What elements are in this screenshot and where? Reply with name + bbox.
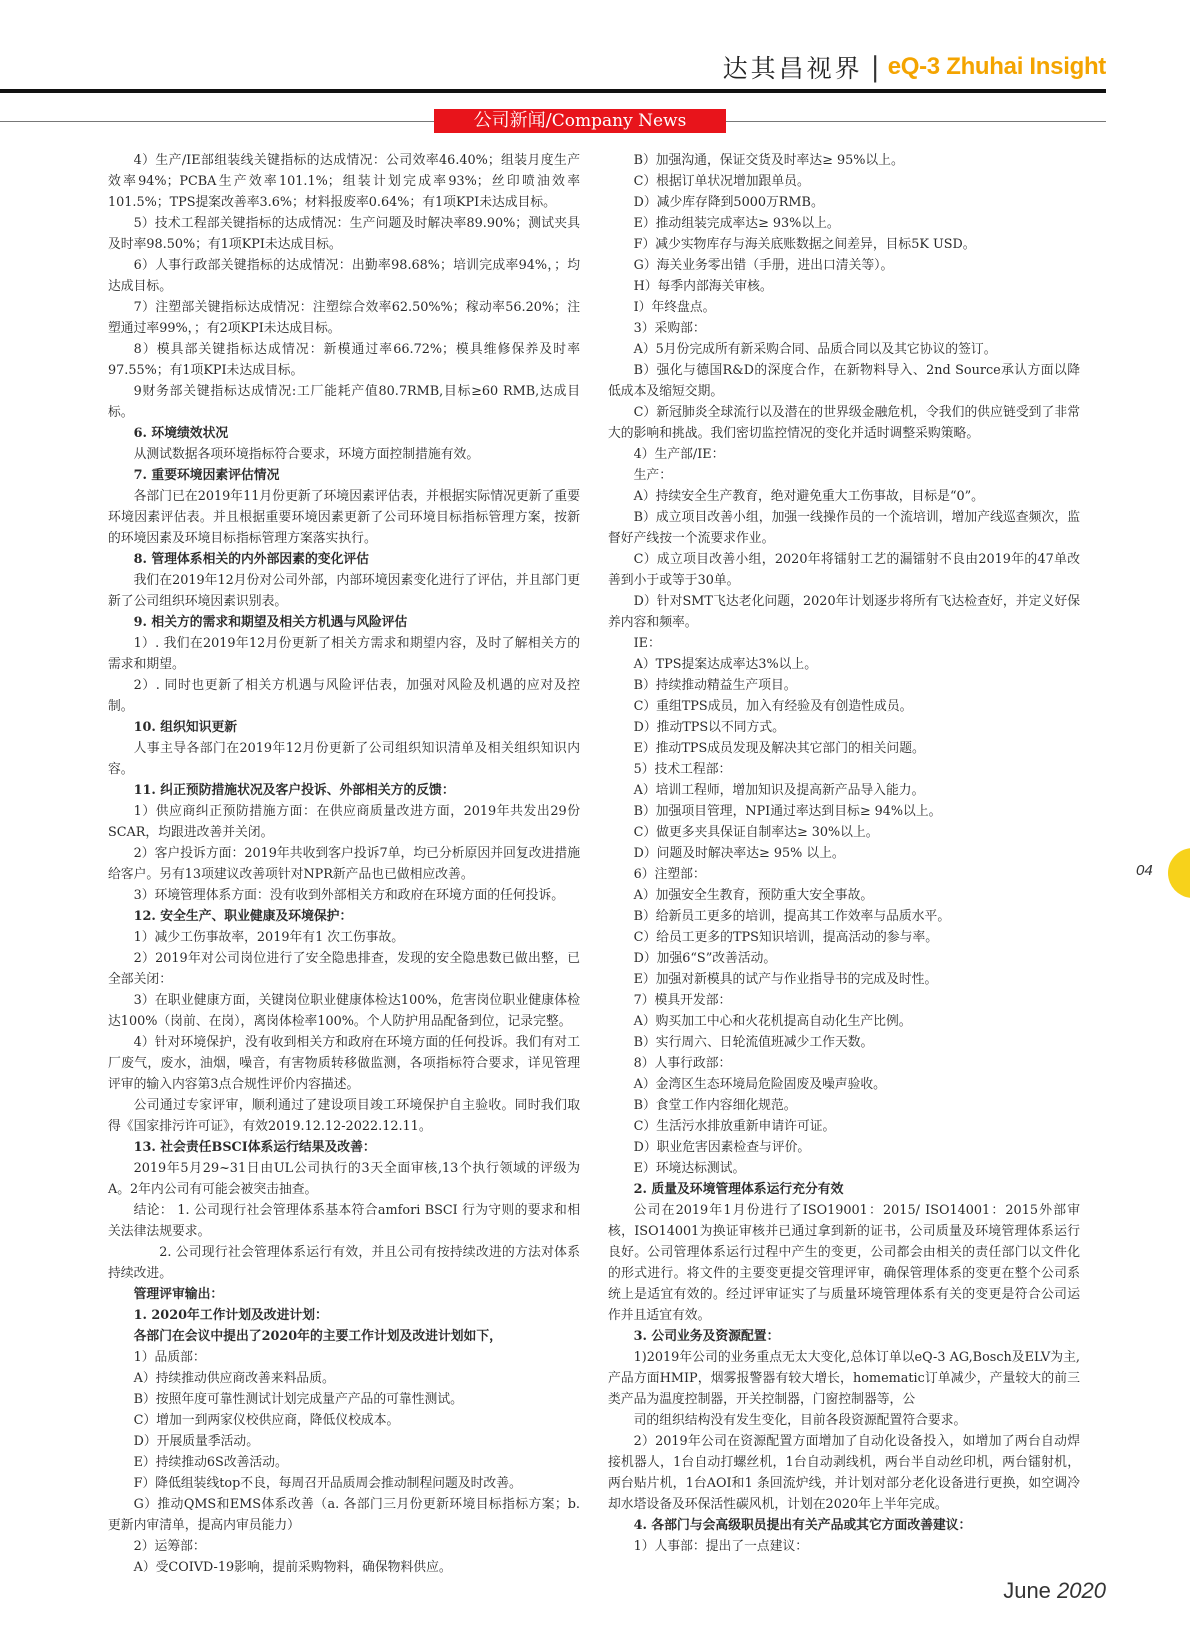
article-column-right [608, 150, 1080, 1557]
paragraph: 1）人事部：提出了一点建议： [633, 1539, 809, 1554]
paragraph: 4）生产部/IE： [633, 447, 725, 462]
section-heading: 11. 纠正预防措施状况及客户投诉、外部相关方的反馈： [133, 783, 455, 798]
paragraph: 2）2019年对公司岗位进行了安全隐患排查，发现的安全隐患数已做出整，已全部关闭： [108, 951, 580, 987]
masthead-separator: | [870, 51, 880, 83]
paragraph: E）推动组装完成率达≥ 93%以上。 [633, 216, 840, 231]
paragraph: D）针对SMT飞达老化问题，2020年计划逐步将所有飞达检查好，并定义好保养内容和频率。 [608, 594, 1080, 630]
section-title-en: Company News [551, 111, 687, 131]
paragraph: A）加强安全生教育，预防重大安全事故。 [633, 888, 874, 903]
paragraph: G）海关业务零出错（手册，进出口清关等）。 [633, 258, 894, 273]
paragraph: A）持续推动供应商改善来料品质。 [133, 1371, 335, 1386]
paragraph: 生产： [633, 468, 672, 483]
paragraph: 7）模具开发部： [633, 993, 732, 1008]
paragraph: 8）人事行政部： [633, 1056, 732, 1071]
paragraph: E）环境达标测试。 [633, 1161, 746, 1176]
paragraph: 1）. 我们在2019年12月份更新了相关方需求和期望内容，及时了解相关方的需求和期望。 [108, 636, 580, 672]
paragraph: E）持续推动6S改善活动。 [133, 1455, 288, 1470]
paragraph: 2）. 同时也更新了相关方机遇与风险评估表，加强对风险及机遇的应对及控制。 [108, 678, 580, 714]
paragraph: 6）注塑部： [633, 867, 706, 882]
article-column-left [108, 150, 580, 1578]
paragraph: D）问题及时解决率达≥ 95% 以上。 [633, 846, 845, 861]
paragraph: B）成立项目改善小组，加强一线操作员的一个流培训，增加产线巡查频次，监督好产线按一个流要求作业。 [608, 510, 1080, 546]
paragraph: A）受COIVD-19影响，提前采购物料，确保物料供应。 [133, 1560, 452, 1575]
paragraph: G）推动QMS和EMS体系改善（a. 各部门三月份更新环境目标指标方案；b. 更新内审清单，提高内审员能力） [108, 1497, 580, 1533]
paragraph: 3）环境管理体系方面：没有收到外部相关方和政府在环境方面的任何投诉。 [133, 888, 565, 903]
issue-year: 2020 [1057, 1578, 1106, 1603]
paragraph: C）给员工更多的TPS知识培训，提高活动的参与率。 [633, 930, 939, 945]
page-number: 04 [1136, 862, 1153, 879]
masthead-title-en: eQ-3 Zhuhai Insight [887, 53, 1106, 80]
paragraph: D）开展质量季活动。 [133, 1434, 260, 1449]
paragraph: B）加强项目管理，NPI通过率达到目标≥ 94%以上。 [633, 804, 942, 819]
paragraph: 6）人事行政部关键指标的达成情况：出勤率98.68%；培训完成率94%，；均达成目标。 [108, 258, 580, 294]
paragraph: 1）供应商纠正预防措施方面：在供应商质量改进方面，2019年共发出29份SCAR，均跟进改善并关闭。 [108, 804, 580, 840]
paragraph: 从测试数据各项环境指标符合要求，环境方面控制措施有效。 [133, 447, 480, 462]
issue-date [1003, 1578, 1106, 1604]
paragraph: C）重组TPS成员，加入有经验及有创造性成员。 [633, 699, 913, 714]
section-heading: 4. 各部门与会高级职员提出有关产品或其它方面改善建议： [633, 1518, 972, 1533]
paragraph: D）减少库存降到5000万RMB。 [633, 195, 824, 210]
paragraph: B）按照年度可靠性测试计划完成量产产品的可靠性测试。 [133, 1392, 463, 1407]
paragraph: 1）品质部： [133, 1350, 206, 1365]
section-heading: 1. 2020年工作计划及改进计划： [133, 1308, 328, 1323]
paragraph: 1)2019年公司的业务重点无太大变化,总体订单以eQ-3 AG,Bosch及ELV为主,产品方面HMIP，烟雾报警器有较大增长，homematic订单减少，产量较大的前三类产品为温度控制器，开关控制器，门窗控制器等，公 [608, 1350, 1080, 1407]
paragraph: A）购买加工中心和火花机提高自动化生产比例。 [633, 1014, 912, 1029]
page-tab-marker [1168, 848, 1190, 898]
paragraph: 3）采购部： [633, 321, 706, 336]
paragraph: C）根据订单状况增加跟单员。 [633, 174, 810, 189]
paragraph: A）5月份完成所有新采购合同、品质合同以及其它协议的签订。 [633, 342, 997, 357]
paragraph: A）培训工程师，增加知识及提高新产品导入能力。 [633, 783, 925, 798]
paragraph: 2019年5月29~31日由UL公司执行的3天全面审核,13个执行领域的评级为A。2年内公司有可能会被突击抽查。 [108, 1161, 580, 1197]
paragraph: D）推动TPS以不同方式。 [633, 720, 785, 735]
paragraph: 3）在职业健康方面，关键岗位职业健康体检达100%，危害岗位职业健康体检达100%（岗前、在岗），离岗体检率100%。个人防护用品配备到位，记录完整。 [108, 993, 580, 1029]
paragraph: C）新冠肺炎全球流行以及潜在的世界级金融危机，令我们的供应链受到了非常大的影响和挑战。我们密切监控情况的变化并适时调整采购策略。 [608, 405, 1080, 441]
paragraph: 公司通过专家评审，顺利通过了建设项目竣工环境保护自主验收。同时我们取得《国家排污许可证》，有效2019.12.12-2022.12.11。 [108, 1098, 580, 1134]
header-rule-thick [0, 89, 1106, 93]
paragraph: 2）2019年公司在资源配置方面增加了自动化设备投入，如增加了两台自动焊接机器人，1台自动打螺丝机，1台自动剥线机，两台半自动丝印机，两台镭射机，两台贴片机，1台AOI和1 条回流炉线，并计划对部分老化设备进行更换，如空调冷却水塔设备及环保活性碳风机，计划在2020年上半年完成。 [608, 1434, 1080, 1512]
paragraph: 9财务部关键指标达成情况:工厂能耗产值80.7RMB,目标≥60 RMB,达成目标。 [108, 384, 580, 420]
section-heading: 管理评审输出： [133, 1287, 224, 1302]
paragraph: 4）生产/IE部组装线关键指标的达成情况：公司效率46.40%；组装月度生产效率94%；PCBA生产效率101.1%；组装计划完成率93%；丝印喷油效率101.5%；TPS提案改善率3.6%；材料报废率0.64%；有1项KPI未达成目标。 [108, 153, 580, 210]
paragraph: D）职业危害因素检查与评价。 [633, 1140, 811, 1155]
paragraph: 5）技术工程部关键指标的达成情况：生产问题及时解决率89.90%；测试夹具及时率98.50%；有1项KPI未达成目标。 [108, 216, 580, 252]
section-heading: 7. 重要环境因素评估情况 [133, 468, 280, 483]
issue-month: June [1003, 1578, 1051, 1603]
paragraph: B）食堂工作内容细化规范。 [633, 1098, 797, 1113]
paragraph: 结论： 1. 公司现行社会管理体系基本符合amfori BSCI 行为守则的要求和相关法律法规要求。 [108, 1203, 580, 1239]
section-heading: 10. 组织知识更新 [133, 720, 238, 735]
paragraph: IE： [633, 636, 661, 651]
paragraph: B）加强沟通，保证交货及时率达≥ 95%以上。 [633, 153, 904, 168]
paragraph: D）加强6“S”改善活动。 [633, 951, 777, 966]
paragraph: B）持续推动精益生产项目。 [633, 678, 797, 693]
paragraph: 人事主导各部门在2019年12月份更新了公司组织知识清单及相关组织知识内容。 [108, 741, 580, 777]
paragraph: A）金湾区生态环境局危险固废及噪声验收。 [633, 1077, 886, 1092]
paragraph: I）年终盘点。 [633, 300, 716, 315]
paragraph: 公司在2019年1月份进行了ISO19001：2015/ ISO14001：2015外部审核，ISO14001为换证审核并已通过拿到新的证书，公司质量及环境管理体系运行良好。公司管理体系运行过程中产生的变更，公司都会由相关的责任部门以文件化的形式进行。将文件的主要变更提交管理评审，确保管理体系的变更在整个公司系统上是适宜有效的。经过评审证实了与质量环境管理体系有关的变更是符合公司运作并且适宜有效。 [608, 1203, 1080, 1323]
paragraph: H）每季内部海关审核。 [633, 279, 773, 294]
paragraph: 7）注塑部关键指标达成情况：注塑综合效率62.50%%；稼动率56.20%；注塑通过率99%，；有2项KPI未达成目标。 [108, 300, 580, 336]
section-title-cn: 公司新闻 [473, 110, 546, 131]
paragraph: 8）模具部关键指标达成情况：新模通过率66.72%；模具维修保养及时率97.55%；有1项KPI未达成目标。 [108, 342, 580, 378]
section-heading: 2. 质量及环境管理体系运行充分有效 [633, 1182, 844, 1197]
section-heading: 12. 安全生产、职业健康及环境保护： [133, 909, 353, 924]
paragraph: 各部门已在2019年11月份更新了环境因素评估表，并根据实际情况更新了重要环境因素评估表。并且根据重要环境因素更新了公司环境目标指标管理方案，按新的环境因素及环境目标指标管理方案落实执行。 [108, 489, 580, 546]
paragraph: B）强化与德国R&D的深度合作，在新物料导入、2nd Source承认方面以降低成本及缩短交期。 [608, 363, 1080, 399]
section-banner [434, 109, 726, 133]
section-heading: 3. 公司业务及资源配置： [633, 1329, 780, 1344]
paragraph: 我们在2019年12月份对公司外部，内部环境因素变化进行了评估，并且部门更新了公司组织环境因素识别表。 [108, 573, 580, 609]
paragraph: A）TPS提案达成率达3%以上。 [633, 657, 818, 672]
paragraph: B）给新员工更多的培训，提高其工作效率与品质水平。 [633, 909, 951, 924]
section-title-slash: / [545, 110, 552, 131]
paragraph: C）生活污水排放重新申请许可证。 [633, 1119, 836, 1134]
paragraph: A）持续安全生产教育，绝对避免重大工伤事故，目标是“0”。 [633, 489, 984, 504]
paragraph: C）做更多夹具保证自制率达≥ 30%以上。 [633, 825, 879, 840]
section-heading: 8. 管理体系相关的内外部因素的变化评估 [133, 552, 369, 567]
masthead-title-cn: 达其昌视界 [722, 54, 863, 83]
paragraph: E）加强对新模具的试产与作业指导书的完成及时性。 [633, 972, 938, 987]
paragraph: F）减少实物库存与海关底账数据之间差异，目标5K USD。 [633, 237, 976, 252]
paragraph: C）成立项目改善小组，2020年将镭射工艺的漏镭射不良由2019年的47单改善到小于或等于30单。 [608, 552, 1080, 588]
section-heading: 13. 社会责任BSCI体系运行结果及改善： [133, 1140, 376, 1155]
paragraph: F）降低组装线top不良，每周召开品质周会推动制程问题及时改善。 [133, 1476, 522, 1491]
paragraph: E）推动TPS成员发现及解决其它部门的相关问题。 [633, 741, 925, 756]
section-heading: 9. 相关方的需求和期望及相关方机遇与风险评估 [133, 615, 408, 630]
paragraph: B）实行周六、日轮流值班减少工作天数。 [633, 1035, 874, 1050]
paragraph: 5）技术工程部： [633, 762, 732, 777]
paragraph: 2. 公司现行社会管理体系运行有效，并且公司有按持续改进的方法对体系持续改进。 [108, 1245, 580, 1281]
paragraph: C）增加一到两家仪校供应商，降低仪校成本。 [133, 1413, 400, 1428]
section-heading: 6. 环境绩效状况 [133, 426, 229, 441]
paragraph: 1）减少工伤事故率，2019年有1 次工伤事故。 [133, 930, 405, 945]
section-heading: 各部门在会议中提出了2020年的主要工作计划及改进计划如下， [133, 1329, 502, 1344]
paragraph: 2）客户投诉方面：2019年共收到客户投诉7单，均已分析原因并回复改进措施给客户。另有13项建议改善项针对NPR新产品也已做相应改善。 [108, 846, 580, 882]
paragraph: 4）针对环境保护，没有收到相关方和政府在环境方面的任何投诉。我们有对工厂废气，废水，油烟，噪音，有害物质转移做监测，各项指标符合要求，详见管理评审的输入内容第3点合规性评价内容描述。 [108, 1035, 580, 1092]
paragraph: 司的组织结构没有发生变化，目前各段资源配置符合要求。 [633, 1413, 967, 1428]
paragraph: 2）运筹部： [133, 1539, 206, 1554]
masthead [723, 50, 1106, 84]
